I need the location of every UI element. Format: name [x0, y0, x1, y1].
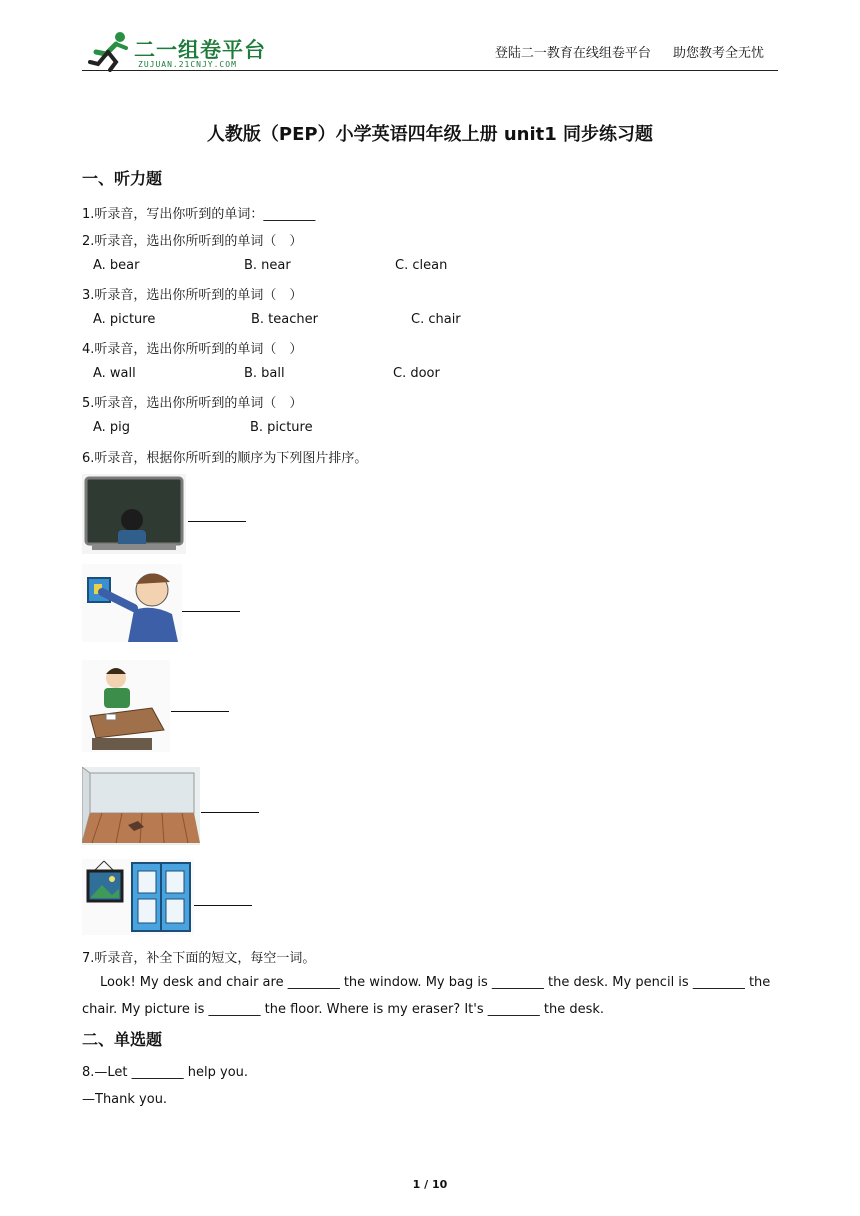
- question-3: 3.听录音，选出你所听到的单词（ ）: [82, 288, 303, 303]
- section-heading-single-choice: 二、单选题: [82, 1030, 163, 1049]
- q5-option-b: B. picture: [250, 420, 313, 435]
- question-7-passage-line-2: chair. My picture is ________ the floor. Where is my eraser? It's ________ the desk.: [82, 1002, 605, 1017]
- q3-option-a: A. picture: [93, 312, 156, 327]
- logo-title: 二一组卷平台: [134, 38, 266, 62]
- question-8-line-1: 8.—Let ________ help you.: [82, 1065, 249, 1080]
- section-heading-listening: 一、听力题: [82, 169, 163, 188]
- answer-blank-3[interactable]: [171, 711, 229, 712]
- q2-option-b: B. near: [244, 258, 291, 273]
- question-5: 5.听录音，选出你所听到的单词（ ）: [82, 396, 303, 411]
- q5-option-a: A. pig: [93, 420, 131, 435]
- runner-logo-icon: [86, 28, 136, 72]
- q4-option-c: C. door: [393, 366, 440, 381]
- header-link-slogan: 助您教考全无忧: [672, 46, 764, 61]
- question-7-passage-line-1: Look! My desk and chair are ________ the window. My bag is ________ the desk. My pencil is ________ the: [100, 975, 771, 990]
- cleaning-desk-picture: [82, 660, 170, 752]
- logo-subtitle: ZUJUAN.21CNJY.COM: [138, 60, 237, 69]
- header-link-platform[interactable]: 登陆二一教育在线组卷平台: [494, 46, 651, 61]
- header-links: [477, 42, 764, 61]
- q4-option-b: B. ball: [244, 366, 285, 381]
- q2-option-a: A. bear: [93, 258, 140, 273]
- answer-blank-1[interactable]: [188, 521, 246, 522]
- q3-option-b: B. teacher: [251, 312, 318, 327]
- answer-blank-5[interactable]: [194, 905, 252, 906]
- q4-option-a: A. wall: [93, 366, 136, 381]
- blackboard-picture: [82, 474, 186, 554]
- question-6: 6.听录音，根据你所听到的顺序为下列图片排序。: [82, 451, 368, 466]
- page-number: 1 / 10: [412, 1178, 448, 1191]
- question-4: 4.听录音，选出你所听到的单词（ ）: [82, 342, 303, 357]
- answer-blank-4[interactable]: [201, 812, 259, 813]
- question-1: 1.听录音，写出你听到的单词：________: [82, 207, 316, 222]
- question-7: 7.听录音，补全下面的短文，每空一词。: [82, 951, 316, 966]
- header-divider: [82, 70, 778, 71]
- site-logo: [86, 28, 276, 72]
- room-floor-picture: [82, 767, 200, 845]
- picture-and-window-picture: [82, 859, 194, 935]
- document-title: 人教版（PEP）小学英语四年级上册 unit1 同步练习题: [206, 124, 654, 145]
- q2-option-c: C. clean: [395, 258, 448, 273]
- question-8-line-2: —Thank you.: [82, 1092, 168, 1107]
- question-2: 2.听录音，选出你所听到的单词（ ）: [82, 234, 303, 249]
- answer-blank-2[interactable]: [182, 611, 240, 612]
- light-switch-picture: [82, 564, 182, 642]
- q3-option-c: C. chair: [411, 312, 461, 327]
